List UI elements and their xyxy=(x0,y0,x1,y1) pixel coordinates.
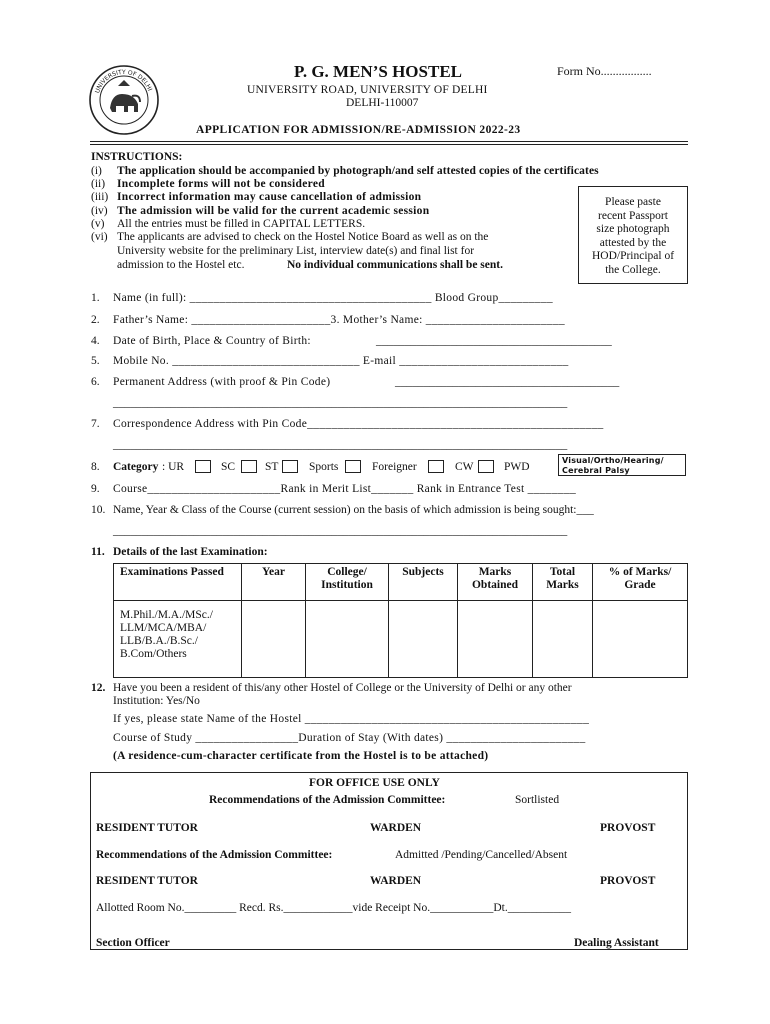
course-basis-field-line2[interactable]: _______________________________________________________________________________ xyxy=(113,525,568,537)
hostel-title: P. G. MEN’S HOSTEL xyxy=(294,62,462,81)
section-officer-signature: Section Officer xyxy=(96,937,170,949)
field-number: 2. xyxy=(91,314,100,326)
course-duration-field[interactable]: Course of Study _________________Duration of Stay (With dates) _______________________ xyxy=(113,732,586,744)
instruction-item-emphasis: No individual communications shall be sent. xyxy=(287,259,503,271)
instruction-num: (vi) xyxy=(91,231,108,243)
field-number: 10. xyxy=(91,504,106,516)
category-sports-label: Sports xyxy=(309,461,339,473)
pwd-type-box[interactable]: Visual/Ortho/Hearing/ Cerebral Palsy xyxy=(558,454,686,476)
last-exam-heading: Details of the last Examination: xyxy=(113,546,268,558)
certificate-note: (A residence-cum-character certificate from the Hostel is to be attached) xyxy=(113,750,489,762)
subjects-cell[interactable] xyxy=(389,601,458,678)
resident-tutor-signature: RESIDENT TUTOR xyxy=(96,875,198,887)
category-foreigner-checkbox[interactable] xyxy=(428,460,444,473)
form-number: Form No................. xyxy=(557,64,652,78)
year-cell[interactable] xyxy=(242,601,306,678)
svg-text:UNIVERSITY OF DELHI: UNIVERSITY OF DELHI xyxy=(93,68,154,95)
column-header: Subjects xyxy=(389,564,458,601)
header-divider-2 xyxy=(90,144,688,145)
column-header: Marks Obtained xyxy=(458,564,533,601)
room-allotment-field[interactable]: Allotted Room No._________ Recd. Rs.____________vide Receipt No.___________Dt.___________ xyxy=(96,902,571,914)
instructions-heading: INSTRUCTIONS: xyxy=(91,151,183,163)
instruction-num: (iv) xyxy=(91,205,108,217)
permanent-address-field[interactable]: _______________________________________ xyxy=(395,376,620,388)
permanent-address-label: Permanent Address (with proof & Pin Code) xyxy=(113,376,331,388)
instruction-num: (i) xyxy=(91,165,102,177)
prior-residence-question: Have you been a resident of this/any other Hostel of College or the University of Delhi or any other xyxy=(113,682,572,694)
column-header: % of Marks/ Grade xyxy=(593,564,688,601)
category-st-label: ST xyxy=(265,461,279,473)
category-cw-label: CW xyxy=(455,461,474,473)
instruction-num: (iii) xyxy=(91,191,109,203)
instruction-item-continued: University website for the preliminary List, interview date(s) and final list for xyxy=(117,245,475,257)
office-use-title: FOR OFFICE USE ONLY xyxy=(309,777,440,789)
permanent-address-field-line2[interactable]: _______________________________________________________________________________ xyxy=(113,397,568,409)
marks-obtained-cell[interactable] xyxy=(458,601,533,678)
instruction-item: All the entries must be filled in CAPITAL LETTERS. xyxy=(117,218,366,230)
prior-residence-answer[interactable]: Institution: Yes/No xyxy=(113,695,200,707)
parents-name-field[interactable]: Father’s Name: _______________________3. Mother’s Name: _______________________ xyxy=(113,314,565,326)
form-subtitle: APPLICATION FOR ADMISSION/RE-ADMISSION 2022-23 xyxy=(196,124,521,136)
resident-tutor-signature: RESIDENT TUTOR xyxy=(96,822,198,834)
category-foreigner-label: Foreigner xyxy=(372,461,417,473)
table-row xyxy=(114,601,688,678)
field-number: 5. xyxy=(91,355,100,367)
category-ur-label: : UR xyxy=(162,461,185,473)
category-sc-checkbox[interactable] xyxy=(241,460,257,473)
correspondence-address-field[interactable]: Correspondence Address with Pin Code_________________________________________________ xyxy=(113,418,604,430)
hostel-name-field[interactable]: If yes, please state Name of the Hostel _______________________________________________ xyxy=(113,713,590,725)
category-st-checkbox[interactable] xyxy=(282,460,298,473)
field-number: 6. xyxy=(91,376,100,388)
instruction-item: The applicants are advised to check on the Hostel Notice Board as well as on the xyxy=(117,231,489,243)
mobile-email-field[interactable]: Mobile No. _______________________________ E-mail ____________________________ xyxy=(113,355,569,367)
table-header-row xyxy=(114,564,688,601)
photo-placeholder-box[interactable] xyxy=(578,186,688,284)
university-seal-logo xyxy=(88,64,160,136)
percent-grade-cell[interactable] xyxy=(593,601,688,678)
birth-details-label: Date of Birth, Place & Country of Birth: xyxy=(113,335,311,347)
name-field[interactable]: Name (in full): ________________________________________ Blood Group_________ xyxy=(113,292,553,304)
instruction-num: (v) xyxy=(91,218,105,230)
field-number: 9. xyxy=(91,483,100,495)
field-number: 4. xyxy=(91,335,100,347)
column-header: Total Marks xyxy=(533,564,593,601)
category-sc-label: SC xyxy=(221,461,236,473)
address-line-1: UNIVERSITY ROAD, UNIVERSITY OF DELHI xyxy=(247,84,488,96)
column-header: Examinations Passed xyxy=(114,564,242,601)
column-header: College/ Institution xyxy=(306,564,389,601)
photo-text: the College. xyxy=(605,263,661,276)
college-cell[interactable] xyxy=(306,601,389,678)
recommendation-label: Recommendations of the Admission Committee: xyxy=(209,794,446,806)
category-cw-checkbox[interactable] xyxy=(478,460,494,473)
instruction-item: The admission will be valid for the current academic session xyxy=(117,205,430,217)
dealing-assistant-signature: Dealing Assistant xyxy=(574,937,659,949)
course-basis-field[interactable]: Name, Year & Class of the Course (current session) on the basis of which admission is being sought:___ xyxy=(113,504,594,516)
field-number: 7. xyxy=(91,418,100,430)
instruction-item: Incomplete forms will not be considered xyxy=(117,178,325,190)
instruction-num: (ii) xyxy=(91,178,106,190)
warden-signature: WARDEN xyxy=(370,875,422,887)
photo-text: HOD/Principal of xyxy=(591,250,675,263)
exam-details-table xyxy=(113,563,688,678)
field-number: 11. xyxy=(91,546,105,558)
provost-signature: PROVOST xyxy=(600,875,656,887)
category-label: Category xyxy=(113,461,159,473)
instruction-item: Incorrect information may cause cancellation of admission xyxy=(117,191,422,203)
category-sports-checkbox[interactable] xyxy=(345,460,361,473)
provost-signature: PROVOST xyxy=(600,822,656,834)
photo-text: recent Passport xyxy=(598,209,668,222)
birth-details-field[interactable]: _________________________________________ xyxy=(376,335,612,347)
correspondence-address-field-line2[interactable]: _______________________________________________________________________________ xyxy=(113,439,568,451)
recommendation-label: Recommendations of the Admission Committee: xyxy=(96,849,333,861)
field-number: 8. xyxy=(91,461,100,473)
instruction-item: The application should be accompanied by photograph/and self attested copies of the certificates xyxy=(117,165,599,177)
field-number: 12. xyxy=(91,682,106,694)
address-line-2: DELHI-110007 xyxy=(346,97,419,109)
total-marks-cell[interactable] xyxy=(533,601,593,678)
photo-text: attested by the xyxy=(599,236,667,249)
field-number: 1. xyxy=(91,292,100,304)
recommendation-value: Sortlisted xyxy=(515,794,560,806)
column-header: Year xyxy=(242,564,306,601)
course-rank-field[interactable]: Course______________________Rank in Merit List_______ Rank in Entrance Test ________ xyxy=(113,483,577,495)
photo-text: Please paste xyxy=(605,196,661,208)
header-divider xyxy=(90,141,688,142)
category-pwd-label: PWD xyxy=(504,461,530,473)
recommendation-value: Admitted /Pending/Cancelled/Absent xyxy=(395,849,568,861)
exam-name-cell: M.Phil./M.A./MSc./ LLM/MCA/MBA/ LLB/B.A./B.Sc./ B.Com/Others xyxy=(114,601,242,678)
instruction-item-continued: admission to the Hostel etc. xyxy=(117,259,245,271)
photo-text: size photograph xyxy=(596,223,670,236)
category-ur-checkbox[interactable] xyxy=(195,460,211,473)
warden-signature: WARDEN xyxy=(370,822,422,834)
